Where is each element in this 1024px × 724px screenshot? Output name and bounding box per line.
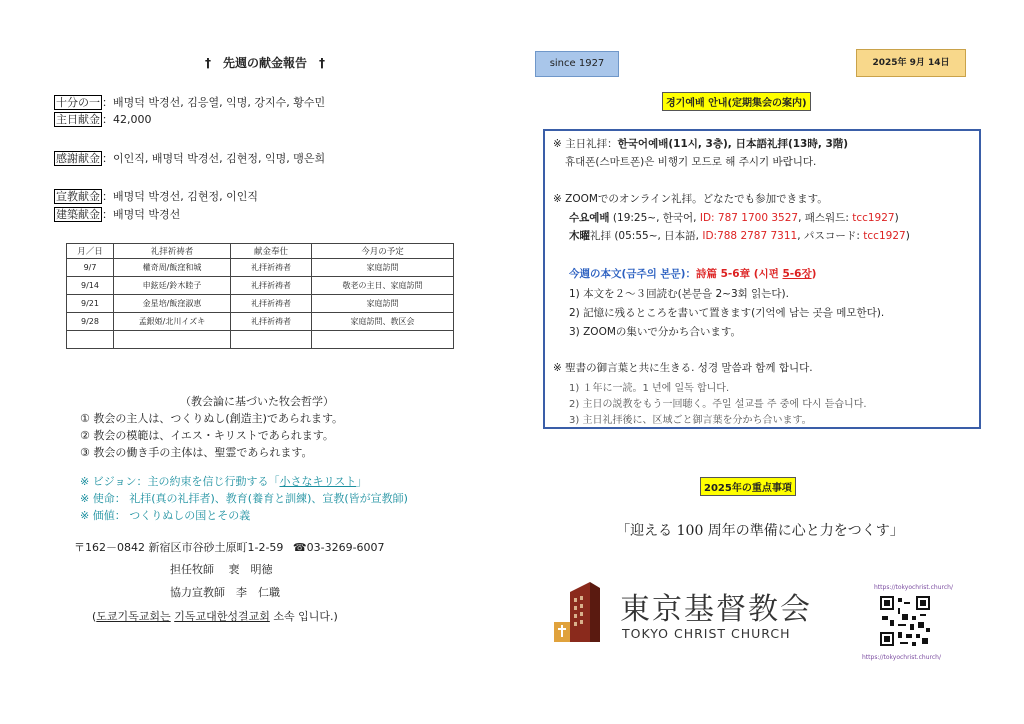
- church-name-jp: 東京基督教会: [620, 592, 812, 627]
- cell: 權奇周/飯窪和城: [114, 259, 231, 277]
- col-header: 礼拝祈祷者: [114, 244, 231, 259]
- offering-text: ：배명덕 박경선, 김응열, 익명, 강지수, 황수민: [102, 96, 326, 109]
- offering-sunday: [54, 111, 152, 127]
- phone: ☎03-3269-6007: [292, 541, 385, 554]
- philosophy-title: （教会論に基づいた牧会哲学）: [180, 395, 334, 408]
- offering-building: [54, 206, 180, 222]
- offering-label: 主日献金: [56, 113, 100, 126]
- offering-report-title: † 先週の献金報告 †: [204, 56, 325, 70]
- address-line: [74, 539, 385, 555]
- pastor-line: 担任牧師 裵 明徳: [170, 563, 273, 576]
- cell: 礼拝祈祷者: [231, 295, 312, 313]
- guide-line-bible: ※ 聖書の御言葉と共に生きる. 성경 말씀과 함께 합니다.: [553, 362, 813, 374]
- guide-step: 2) 記憶に残るところを書いて置きます(기억에 남는 곳을 메모한다).: [569, 307, 885, 319]
- qr-image: [878, 594, 932, 648]
- philosophy-item: ② 教会の模範は、イエス・キリストであられます。: [80, 429, 334, 442]
- cell: 家庭訪問: [312, 295, 454, 313]
- guide-line-text: 今週の本文(금주의 본문)：詩篇 5-6章 (시편 5-6장): [569, 268, 817, 280]
- vision-link: 小さなキリスト: [279, 475, 357, 488]
- date-badge: 2025年 9月 14日: [856, 49, 966, 77]
- cell: [312, 331, 454, 349]
- cell: [231, 331, 312, 349]
- address: 〒162－0842 新宿区市谷砂土原町1-2-59: [74, 541, 284, 554]
- cell: 家庭訪問、教区会: [312, 313, 454, 331]
- church-building-icon: [552, 582, 612, 646]
- focus-title: 2025年の重点事項: [700, 477, 796, 496]
- offering-thanks: [54, 150, 325, 166]
- offering-label: 建築献金: [56, 208, 100, 221]
- philosophy-item: ① 教会の主人は、つくりぬし(創造主)であられます。: [80, 412, 344, 425]
- guide-substep: 2) 主日の説教をもう一回聴く。주일 설교를 주 중에 다시 듣습니다.: [569, 399, 867, 410]
- cell: 9/28: [67, 313, 114, 331]
- qr-url-top: https://tokyochrist.church/: [874, 584, 953, 591]
- cell: [114, 331, 231, 349]
- cell: 9/21: [67, 295, 114, 313]
- offering-text: ：배명덕 박경선: [102, 208, 181, 221]
- col-header: 献金奉仕: [231, 244, 312, 259]
- cell: 敬老の主日、家庭訪問: [312, 277, 454, 295]
- cell: 礼拝祈祷者: [231, 259, 312, 277]
- col-header: 月／日: [67, 244, 114, 259]
- guide-title: 경기예배 안내(定期集会の案内): [662, 92, 811, 111]
- offering-tithe: [54, 94, 325, 110]
- guide-line-phone: 휴대폰(스마트폰)은 비행기 모드로 해 주시기 바랍니다.: [565, 156, 817, 168]
- church-name-en: TOKYO CHRIST CHURCH: [622, 626, 791, 641]
- offering-label: 感謝献金: [56, 152, 100, 165]
- values-line: ※ 価値： つくりぬしの国とその義: [80, 509, 251, 522]
- schedule-table: [66, 243, 454, 349]
- offering-label: 十分の一: [56, 96, 100, 109]
- church-logo: [552, 582, 822, 646]
- vision-line: ※ ビジョン：主の約束を信じ行動する「小さなキリスト」: [80, 475, 368, 488]
- guide-step: 3) ZOOMの集いで分かち合います。: [569, 326, 742, 338]
- table-row: [67, 277, 454, 295]
- offering-text: ：42,000: [102, 113, 152, 126]
- cell: 礼拝祈祷者: [231, 313, 312, 331]
- schedule-header-row: [67, 244, 454, 259]
- offering-text: ：이인직, 배명덕 박경선, 김현정, 익명, 맹은희: [102, 152, 326, 165]
- table-row: [67, 331, 454, 349]
- cell: 家庭訪問: [312, 259, 454, 277]
- guide-substep: 1) １年に一読。1 년에 일독 합니다.: [569, 383, 730, 394]
- cell: 9/14: [67, 277, 114, 295]
- focus-text: 「迎える 100 周年の準備に心と力をつくす」: [616, 523, 904, 539]
- guide-line-zoom: ※ ZOOMでのオンライン礼拝。どなたでも参加できます。: [553, 193, 828, 205]
- guide-substep: 3) 主日礼拝後に、区域ごと御言葉を分かち合います。: [569, 415, 812, 426]
- guide-step: 1) 本文を２～３回読む(본문을 2~3회 읽는다).: [569, 288, 789, 300]
- cell: 金星培/飯窪淑恵: [114, 295, 231, 313]
- col-header: 今月の予定: [312, 244, 454, 259]
- affiliation-line: (도쿄기독교회는 기독교대한성결교회 소속 입니다.): [92, 610, 338, 623]
- qr-url-bottom: https://tokyochrist.church/: [862, 654, 941, 661]
- guide-line-wed: 수요예배 (19:25~, 한국어, ID: 787 1700 3527, 패스워드: tcc1927): [569, 212, 899, 224]
- offering-mission: [54, 188, 258, 204]
- table-row: [67, 259, 454, 277]
- cell: 礼拝祈祷者: [231, 277, 312, 295]
- guide-line-thu: 木曜礼拝 (05:55~, 日本語, ID:788 2787 7311, パスコード: tcc1927): [569, 230, 910, 242]
- cell: 申鉉廷/鈴木睦子: [114, 277, 231, 295]
- cell: 孟銀姫/北川イズキ: [114, 313, 231, 331]
- worship-guide-box: [543, 129, 981, 429]
- guide-line-service: ※ 主日礼拝：한국어예배(11시, 3층), 日本語礼拝(13時, 3階): [553, 138, 849, 150]
- since-badge: since 1927: [535, 51, 619, 77]
- qr-code[interactable]: [860, 584, 953, 668]
- table-row: [67, 295, 454, 313]
- cell: 9/7: [67, 259, 114, 277]
- offering-label: 宣教献金: [56, 190, 100, 203]
- philosophy-item: ③ 教会の働き手の主体は、聖霊であられます。: [80, 446, 313, 459]
- table-row: [67, 313, 454, 331]
- missionary-line: 協力宣教師 李 仁職: [170, 586, 280, 599]
- offering-text: ：배명덕 박경선, 김현정, 이인직: [102, 190, 258, 203]
- cell: [67, 331, 114, 349]
- mission-line: ※ 使命： 礼拝(真の礼拝者)、教育(養育と訓練)、宣教(皆が宣教師): [80, 492, 408, 505]
